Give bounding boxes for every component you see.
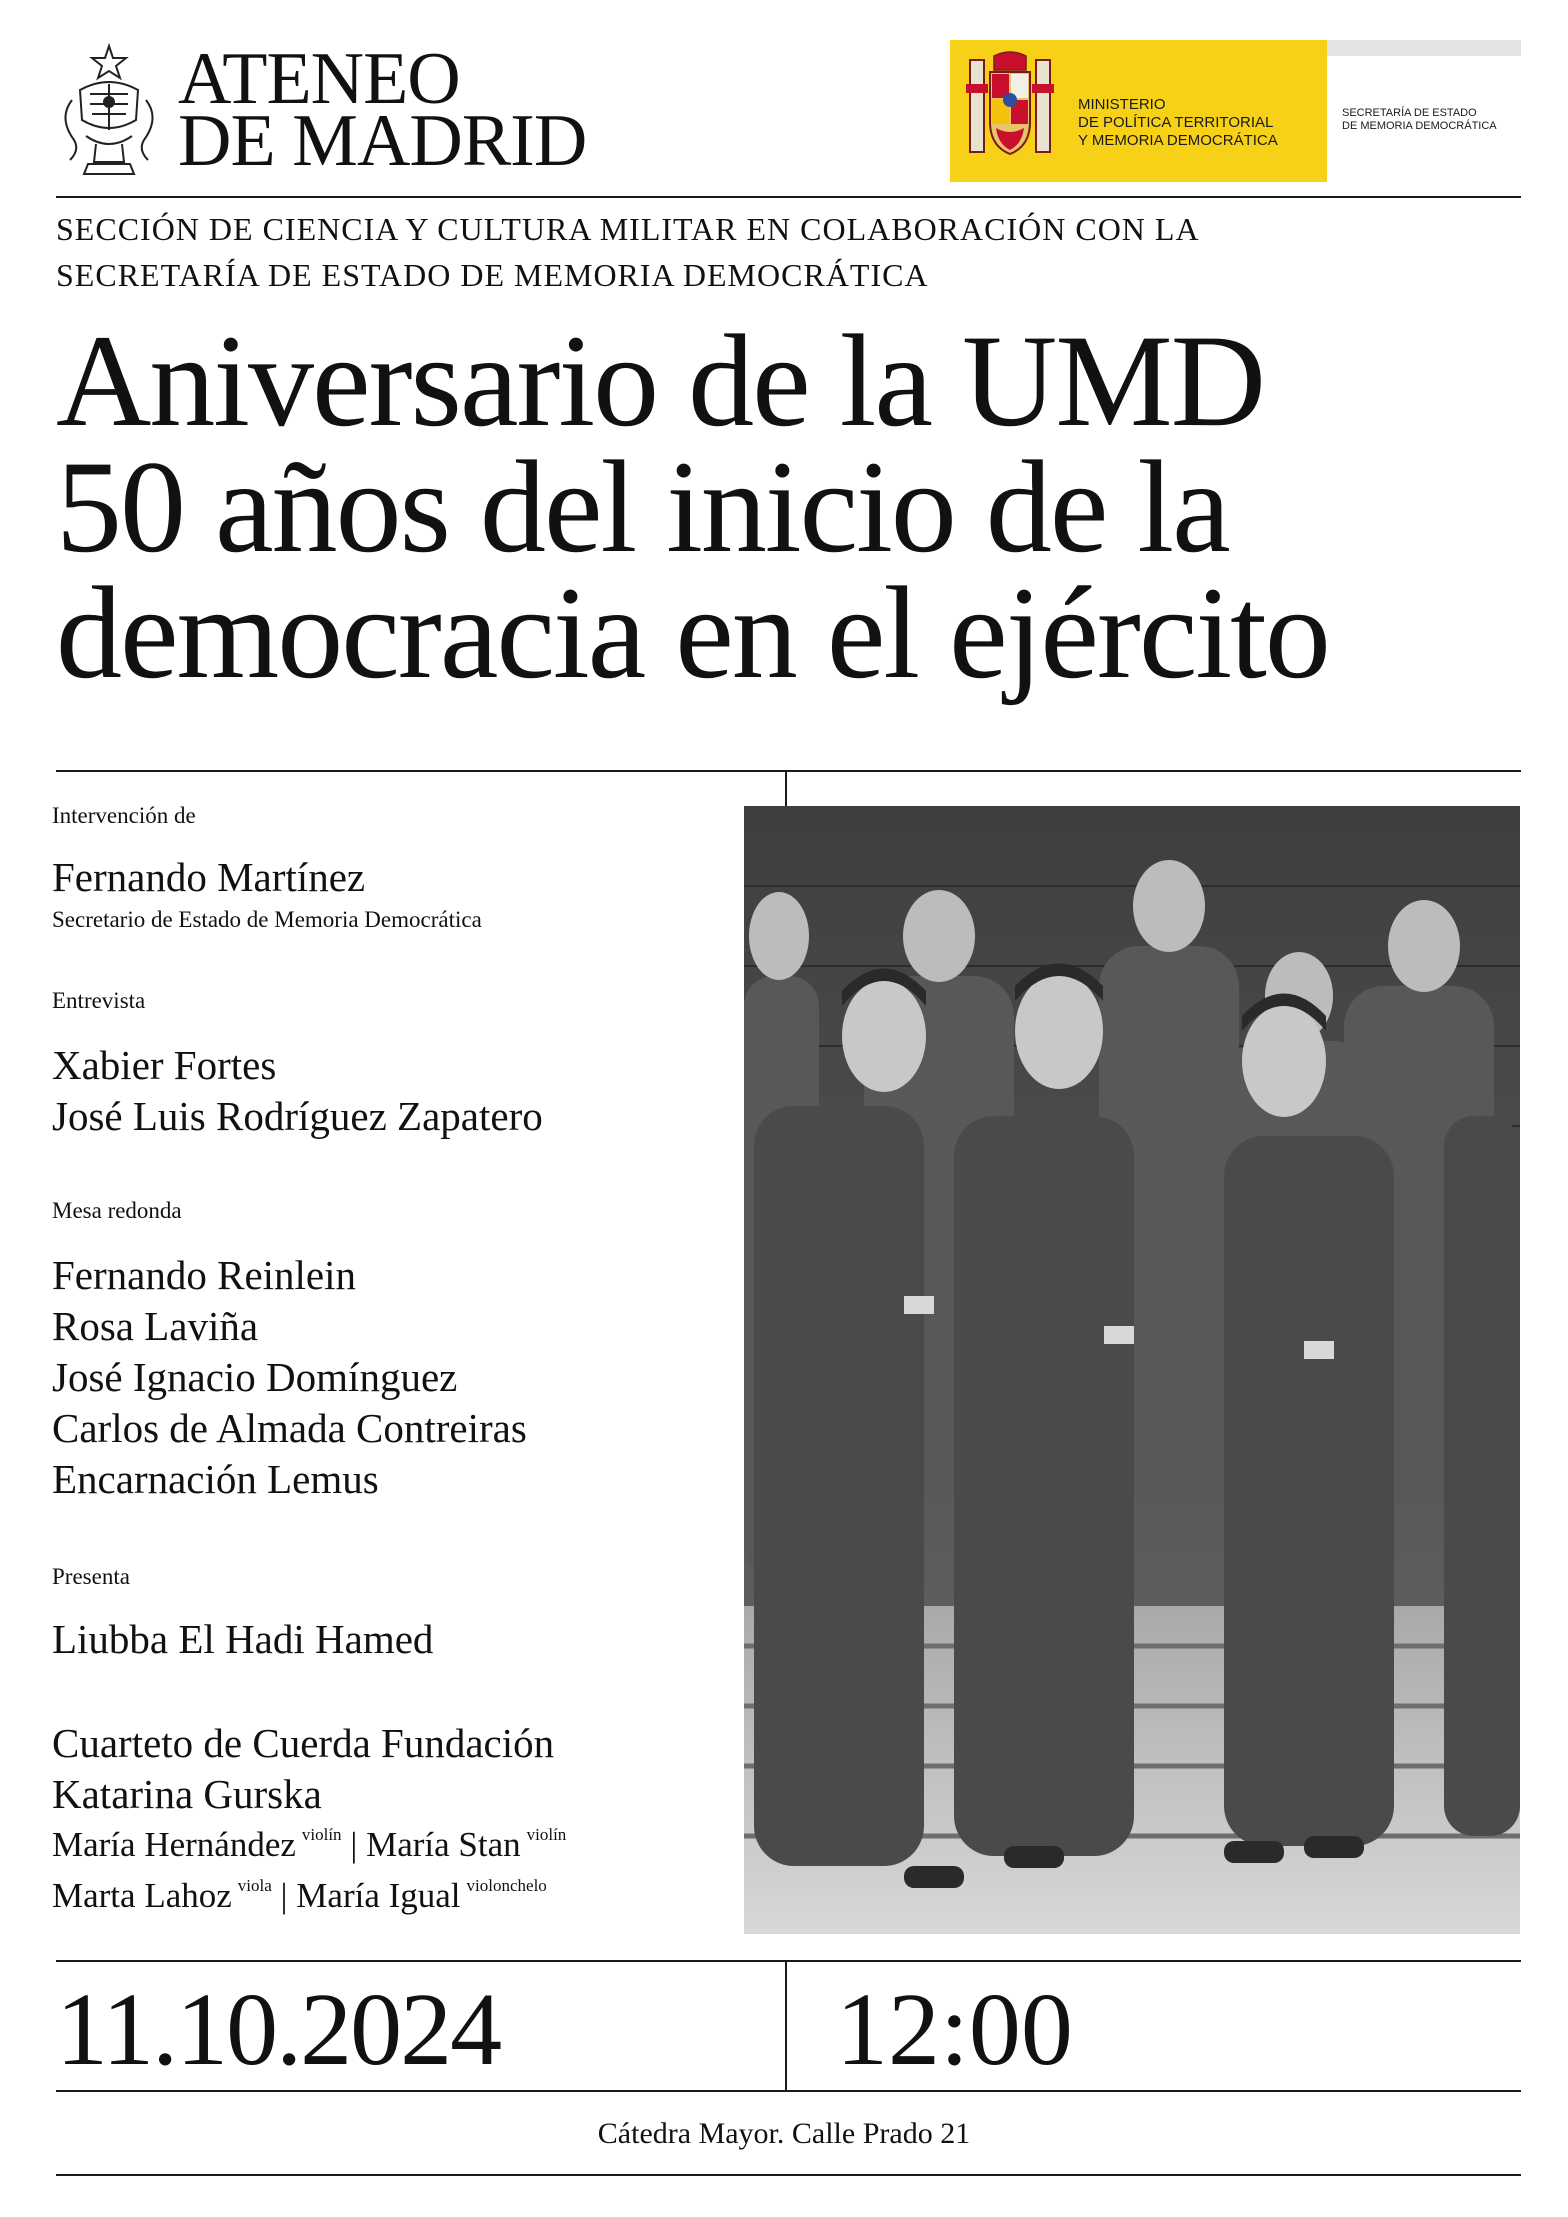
organization-name [178,38,587,182]
mesa-name: Fernando Reinlein [52,1252,357,1298]
secretaria-line1: SECRETARÍA DE ESTADO [1342,107,1477,119]
musician-instrument: violonchelo [466,1876,547,1895]
quartet [52,1718,554,1820]
musician-instrument: violín [526,1825,567,1844]
presenta-name: Liubba El Hadi Hamed [52,1616,434,1662]
musician-instrument: viola [237,1876,272,1895]
title-line3: democracia en el ejército [56,559,1329,706]
header-grey-bar [1327,40,1521,56]
mesa-name: Encarnación Lemus [52,1456,379,1502]
ministry-name [1078,96,1278,150]
mesa-name: Rosa Laviña [52,1303,259,1349]
organization-line1: ATENEO [178,38,460,120]
ateneo-emblem-icon [50,40,168,180]
secretaria-line2: DE MEMORIA DEMOCRÁTICA [1342,120,1497,132]
organization-line2: DE MADRID [178,100,587,182]
footer-divider-bottom [56,2174,1521,2176]
musician-name: María Igual [296,1876,461,1915]
footer-divider-top [56,1960,1521,1962]
mesa-label: Mesa redonda [52,1198,182,1223]
ministry-line1: MINISTERIO [1078,96,1166,113]
entrevista-name: José Luis Rodríguez Zapatero [52,1093,543,1139]
intervencion-label: Intervención de [52,803,196,828]
ministry-line2: DE POLÍTICA TERRITORIAL [1078,114,1274,131]
event-date: 11.10.2024 [56,1972,501,2087]
entrevista-label: Entrevista [52,988,146,1013]
ministry-logo [950,40,1327,182]
intervencion-role: Secretario de Estado de Memoria Democrática [52,907,482,932]
title-divider [56,770,1521,772]
musician-separator: | [280,1876,288,1915]
mesa-name: José Ignacio Domínguez [52,1354,458,1400]
quartet-line2: Katarina Gurska [52,1771,322,1817]
ministry-line3: Y MEMORIA DEMOCRÁTICA [1078,132,1278,149]
section-line2: SECRETARÍA DE ESTADO DE MEMORIA DEMOCRÁTICA [56,257,929,293]
mesa-name: Carlos de Almada Contreiras [52,1405,527,1451]
column-divider-top [785,770,787,806]
intervencion-name: Fernando Martínez [52,854,366,900]
spain-coat-of-arms-icon [960,50,1060,172]
musician-name: María Hernández [52,1825,296,1864]
musicians-row-1 [52,1825,566,1865]
footer-divider-middle [56,2090,1521,2092]
musician-separator: | [350,1825,358,1864]
event-venue: Cátedra Mayor. Calle Prado 21 [597,2117,971,2150]
musicians-row-2 [52,1876,547,1916]
musician-name: María Stan [366,1825,521,1864]
mesa-list [52,1250,527,1505]
historic-photo [744,806,1520,1934]
presenta-label: Presenta [52,1564,130,1589]
title-line2: 50 años del inicio de la [56,433,1229,580]
musician-instrument: violín [301,1825,342,1844]
title-line1: Aniversario de la UMD [56,307,1265,454]
event-title [56,307,1329,706]
header-divider [56,196,1521,198]
section-line1: SECCIÓN DE CIENCIA Y CULTURA MILITAR EN COLABORACIÓN CON LA [56,211,1200,247]
section-heading [56,206,1200,298]
secretaria-name [1342,107,1497,133]
entrevista-list [52,1040,543,1142]
quartet-line1: Cuarteto de Cuerda Fundación [52,1720,555,1766]
event-time: 12:00 [836,1972,1073,2087]
musician-name: Marta Lahoz [52,1876,232,1915]
column-divider-bottom [785,1960,787,2090]
entrevista-name: Xabier Fortes [52,1042,277,1088]
